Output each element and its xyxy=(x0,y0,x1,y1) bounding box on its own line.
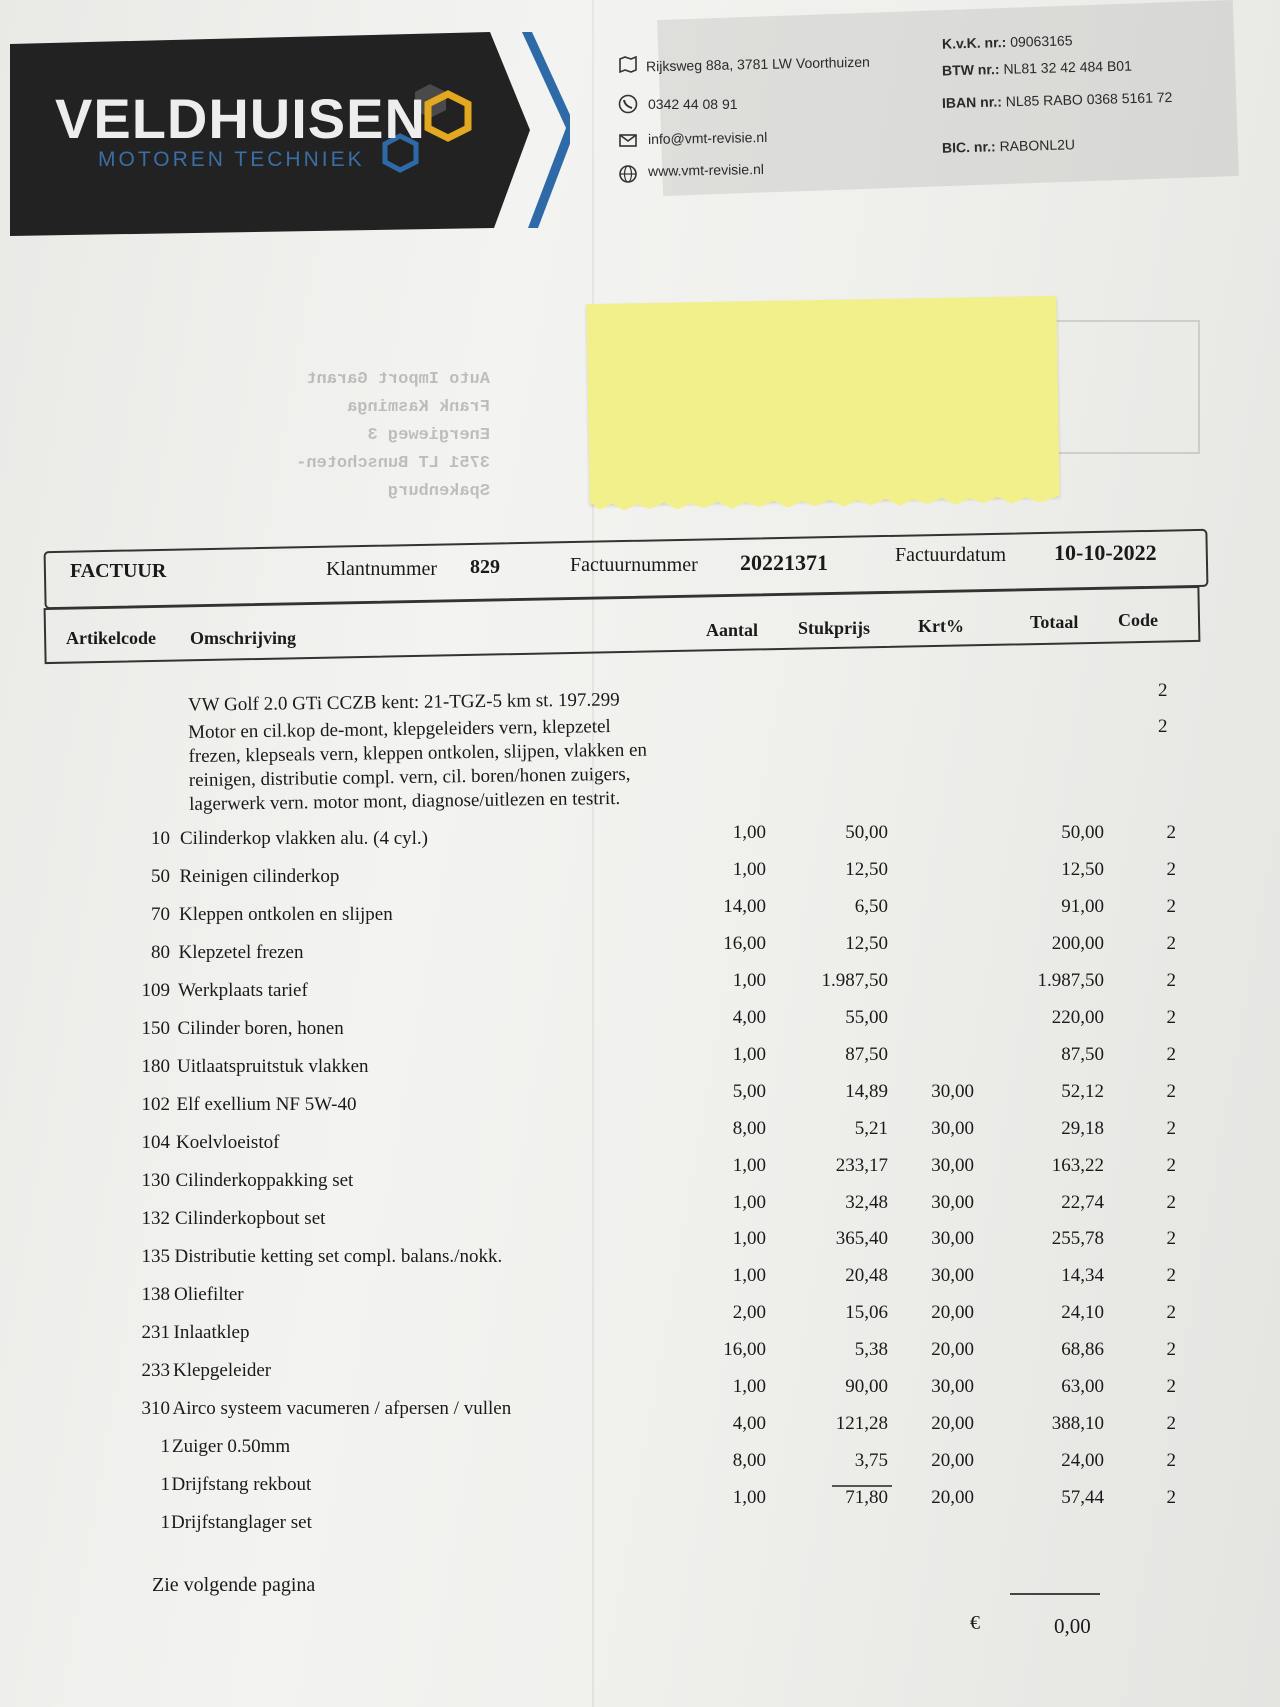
stukprijs-underline xyxy=(832,1485,892,1487)
item-vatcode: 2 xyxy=(1166,1265,1176,1287)
item-totaal: 24,10 xyxy=(1061,1302,1104,1324)
item-vatcode: 2 xyxy=(1166,1080,1176,1102)
item-vatcode: 2 xyxy=(1166,1450,1176,1472)
table-row xyxy=(0,1487,1280,1533)
contact-address: Rijksweg 88a, 3781 LW Voorthuizen xyxy=(645,53,871,75)
item-aantal: 14,00 xyxy=(723,895,766,917)
item-stukprijs: 5,38 xyxy=(854,1339,888,1361)
item-stukprijs: 12,50 xyxy=(845,932,888,954)
item-stukprijs: 90,00 xyxy=(845,1376,888,1398)
item-vatcode: 2 xyxy=(1166,1228,1176,1250)
work-line: lagerwerk vern. motor mont, diagnose/uitlezen en testrit. xyxy=(189,787,621,815)
item-stukprijs: 32,48 xyxy=(845,1191,888,1213)
item-vatcode: 2 xyxy=(1166,858,1176,880)
table-row xyxy=(0,1154,1280,1192)
item-totaal: 22,74 xyxy=(1061,1191,1104,1213)
item-code: 109 xyxy=(141,979,170,1001)
item-aantal: 16,00 xyxy=(723,1339,766,1361)
item-stukprijs: 15,06 xyxy=(845,1302,888,1324)
item-code: 1 xyxy=(160,1473,170,1495)
item-krt: 20,00 xyxy=(931,1487,974,1509)
item-stukprijs: 14,89 xyxy=(845,1080,888,1102)
table-row xyxy=(0,858,1280,895)
col-omschrijving: Omschrijving xyxy=(190,628,296,648)
col-krt: Krt% xyxy=(918,616,964,636)
item-totaal: 91,00 xyxy=(1061,895,1104,917)
item-totaal: 68,86 xyxy=(1061,1339,1104,1361)
work-code: 2 xyxy=(1158,716,1168,737)
phone-icon xyxy=(618,94,638,114)
item-aantal: 1,00 xyxy=(732,1265,766,1287)
item-code: 135 xyxy=(141,1245,170,1267)
item-krt: 30,00 xyxy=(931,1154,974,1176)
address-line: Frank Kasminga xyxy=(347,398,490,417)
table-row xyxy=(0,1117,1280,1155)
col-code: Code xyxy=(1118,610,1158,630)
factuurnummer-label: Factuurnummer xyxy=(570,554,698,576)
item-stukprijs: 121,28 xyxy=(835,1413,888,1435)
item-aantal: 4,00 xyxy=(732,1413,766,1435)
showthrough-box xyxy=(1048,320,1200,454)
item-description: Klepgeleider xyxy=(173,1359,272,1381)
item-stukprijs: 5,21 xyxy=(854,1117,888,1139)
item-description: Reinigen cilinderkop xyxy=(179,865,340,887)
table-row xyxy=(0,895,1280,932)
item-code: 231 xyxy=(141,1321,170,1343)
item-aantal: 2,00 xyxy=(732,1302,766,1324)
address-line: Energieweg 3 xyxy=(367,426,490,445)
item-aantal: 4,00 xyxy=(732,1006,766,1028)
item-krt: 20,00 xyxy=(931,1413,974,1435)
item-totaal: 255,78 xyxy=(1051,1228,1104,1250)
item-vatcode: 2 xyxy=(1166,1043,1176,1065)
item-krt: 20,00 xyxy=(931,1302,974,1324)
company-name: VELDHUISEN xyxy=(55,87,426,150)
grand-total: 0,00 xyxy=(1054,1614,1091,1638)
item-code: 138 xyxy=(141,1283,170,1305)
item-totaal: 57,44 xyxy=(1061,1487,1104,1509)
factuurnummer-value: 20221371 xyxy=(740,550,828,575)
item-code: 50 xyxy=(151,865,170,887)
table-row xyxy=(0,1228,1280,1267)
item-vatcode: 2 xyxy=(1166,1339,1176,1361)
item-stukprijs: 233,17 xyxy=(835,1154,888,1176)
item-aantal: 16,00 xyxy=(723,932,766,954)
table-row xyxy=(0,1043,1280,1081)
item-vatcode: 2 xyxy=(1166,1302,1176,1324)
btw-line: BTW nr.: NL81 32 42 484 B01 xyxy=(941,57,1133,79)
item-description: Koelvloeistof xyxy=(176,1131,280,1153)
item-vatcode: 2 xyxy=(1166,895,1176,917)
address-line: Auto Import Garant xyxy=(306,370,490,389)
total-rule xyxy=(1010,1593,1100,1595)
item-description: Zuiger 0.50mm xyxy=(172,1435,291,1457)
globe-icon xyxy=(618,164,638,184)
item-aantal: 1,00 xyxy=(732,969,766,991)
item-aantal: 1,00 xyxy=(732,822,766,843)
item-stukprijs: 87,50 xyxy=(845,1043,888,1065)
currency-symbol: € xyxy=(970,1612,980,1634)
col-stukprijs: Stukprijs xyxy=(798,618,871,638)
item-code: 150 xyxy=(141,1018,170,1039)
work-line: reinigen, distributie compl. vern, cil. boren/honen zuigers, xyxy=(188,763,631,791)
item-vatcode: 2 xyxy=(1166,1154,1176,1176)
item-vatcode: 2 xyxy=(1166,1413,1176,1435)
vehicle-line: VW Golf 2.0 GTi CCZB kent: 21-TGZ-5 km st. 197.299 xyxy=(187,689,620,716)
item-krt: 30,00 xyxy=(931,1080,974,1102)
factuurdatum-value: 10-10-2022 xyxy=(1054,540,1157,565)
iban-line: IBAN nr.: NL85 RABO 0368 5161 72 xyxy=(941,88,1173,112)
table-row xyxy=(0,822,1280,858)
item-totaal: 50,00 xyxy=(1061,822,1104,843)
col-totaal: Totaal xyxy=(1030,612,1079,632)
item-totaal: 200,00 xyxy=(1051,932,1104,954)
item-stukprijs: 55,00 xyxy=(845,1006,888,1028)
item-code: 180 xyxy=(141,1055,170,1077)
item-krt: 30,00 xyxy=(931,1228,974,1250)
item-description: Drijfstang rekbout xyxy=(171,1473,312,1495)
item-code: 1 xyxy=(160,1511,170,1533)
item-krt: 20,00 xyxy=(931,1339,974,1361)
item-aantal: 8,00 xyxy=(732,1450,766,1472)
map-icon xyxy=(618,54,638,74)
item-aantal: 1,00 xyxy=(732,1376,766,1398)
item-stukprijs: 50,00 xyxy=(845,822,888,843)
item-description: Inlaatklep xyxy=(173,1321,250,1343)
vehicle-code: 2 xyxy=(1158,680,1168,701)
item-totaal: 63,00 xyxy=(1061,1376,1104,1398)
contact-website: www.vmt-revisie.nl xyxy=(647,160,765,180)
item-krt: 30,00 xyxy=(931,1117,974,1139)
item-description: Drijfstanglager set xyxy=(171,1511,312,1533)
item-totaal: 14,34 xyxy=(1061,1265,1104,1287)
table-row xyxy=(0,1376,1280,1419)
table-row xyxy=(0,1302,1280,1343)
item-code: 310 xyxy=(141,1398,170,1419)
item-aantal: 8,00 xyxy=(732,1117,766,1139)
work-line: Motor en cil.kop de-mont, klepgeleiders vern, klepzetel xyxy=(188,716,611,743)
item-totaal: 12,50 xyxy=(1061,858,1104,880)
item-code: 102 xyxy=(141,1093,170,1115)
item-stukprijs: 20,48 xyxy=(845,1265,888,1287)
item-vatcode: 2 xyxy=(1166,1487,1176,1509)
table-row xyxy=(0,1450,1280,1495)
item-totaal: 388,10 xyxy=(1051,1413,1104,1435)
item-aantal: 1,00 xyxy=(732,1043,766,1065)
item-description: Cilinderkoppakking set xyxy=(175,1169,354,1191)
item-totaal: 220,00 xyxy=(1051,1006,1104,1028)
table-row xyxy=(0,1339,1280,1381)
item-krt: 20,00 xyxy=(931,1450,974,1472)
item-stukprijs: 71,80 xyxy=(845,1487,888,1509)
klantnummer-value: 829 xyxy=(470,556,500,578)
item-code: 1 xyxy=(160,1435,170,1457)
item-description: Airco systeem vacumeren / afpersen / vullen xyxy=(172,1398,512,1419)
item-code: 130 xyxy=(141,1169,170,1191)
col-artikelcode: Artikelcode xyxy=(66,628,156,648)
table-row xyxy=(0,1413,1280,1457)
item-vatcode: 2 xyxy=(1166,932,1176,954)
table-row xyxy=(0,1080,1280,1118)
next-page-note: Zie volgende pagina xyxy=(152,1574,316,1596)
item-totaal: 52,12 xyxy=(1061,1080,1104,1102)
item-aantal: 1,00 xyxy=(732,1191,766,1213)
item-stukprijs: 365,40 xyxy=(835,1228,888,1250)
col-aantal: Aantal xyxy=(706,620,759,640)
item-krt: 30,00 xyxy=(931,1191,974,1213)
item-vatcode: 2 xyxy=(1166,1191,1176,1213)
address-line: 3751 LT Bunschoten-Spakenburg xyxy=(296,454,490,501)
item-description: Oliefilter xyxy=(174,1283,244,1305)
item-code: 80 xyxy=(151,941,170,963)
item-description: Klepzetel frezen xyxy=(178,941,304,963)
work-description xyxy=(188,715,648,817)
item-vatcode: 2 xyxy=(1166,1117,1176,1139)
item-aantal: 1,00 xyxy=(732,1154,766,1176)
company-logo xyxy=(10,32,550,234)
item-description: Cilinderkopbout set xyxy=(175,1208,326,1229)
item-description: Kleppen ontkolen en slijpen xyxy=(179,903,393,925)
item-code: 70 xyxy=(151,903,170,925)
invoice-title: FACTUUR xyxy=(70,560,167,582)
item-totaal: 163,22 xyxy=(1051,1154,1104,1176)
klantnummer-label: Klantnummer xyxy=(326,558,438,580)
table-row xyxy=(0,1191,1280,1229)
item-vatcode: 2 xyxy=(1166,1376,1176,1398)
table-row xyxy=(0,969,1280,1006)
item-code: 132 xyxy=(141,1208,170,1229)
item-vatcode: 2 xyxy=(1166,1006,1176,1028)
item-description: Werkplaats tarief xyxy=(178,979,308,1001)
company-tagline: MOTOREN TECHNIEK xyxy=(98,148,365,171)
contact-phone: 0342 44 08 91 xyxy=(648,96,738,112)
item-stukprijs: 12,50 xyxy=(845,858,888,880)
contact-email: info@vmt-revisie.nl xyxy=(647,128,768,148)
sticky-note xyxy=(586,296,1059,504)
kvk-line: K.v.K. nr.: 09063165 xyxy=(941,32,1073,52)
work-line: frezen, klepseals vern, kleppen ontkolen, slijpen, vlakken en xyxy=(188,739,648,767)
table-row xyxy=(0,1006,1280,1044)
factuurdatum-label: Factuurdatum xyxy=(895,544,1007,566)
item-code: 10 xyxy=(151,828,170,849)
item-totaal: 29,18 xyxy=(1061,1117,1104,1139)
item-stukprijs: 6,50 xyxy=(854,895,888,917)
item-vatcode: 2 xyxy=(1166,969,1176,991)
item-description: Elf exellium NF 5W-40 xyxy=(176,1093,357,1115)
item-description: Distributie ketting set compl. balans./nokk. xyxy=(174,1245,503,1267)
table-row xyxy=(0,932,1280,969)
item-aantal: 1,00 xyxy=(732,858,766,880)
mail-icon xyxy=(618,130,638,150)
item-totaal: 87,50 xyxy=(1061,1043,1104,1065)
bic-line: BIC. nr.: RABONL2U xyxy=(941,136,1076,156)
item-totaal: 1.987,50 xyxy=(1037,969,1104,991)
item-krt: 30,00 xyxy=(931,1265,974,1287)
item-description: Uitlaatspruitstuk vlakken xyxy=(177,1055,369,1077)
item-krt: 30,00 xyxy=(931,1376,974,1398)
item-code: 104 xyxy=(141,1131,170,1153)
item-aantal: 5,00 xyxy=(732,1080,766,1102)
item-vatcode: 2 xyxy=(1166,822,1176,843)
customer-address xyxy=(280,366,490,506)
item-stukprijs: 1.987,50 xyxy=(821,969,888,991)
item-code: 233 xyxy=(141,1359,170,1381)
item-totaal: 24,00 xyxy=(1061,1450,1104,1472)
item-stukprijs: 3,75 xyxy=(854,1450,888,1472)
item-aantal: 1,00 xyxy=(732,1487,766,1509)
item-description: Cilinderkop vlakken alu. (4 cyl.) xyxy=(180,828,428,849)
table-row xyxy=(0,1265,1280,1305)
item-aantal: 1,00 xyxy=(732,1228,766,1250)
item-description: Cilinder boren, honen xyxy=(177,1018,344,1039)
